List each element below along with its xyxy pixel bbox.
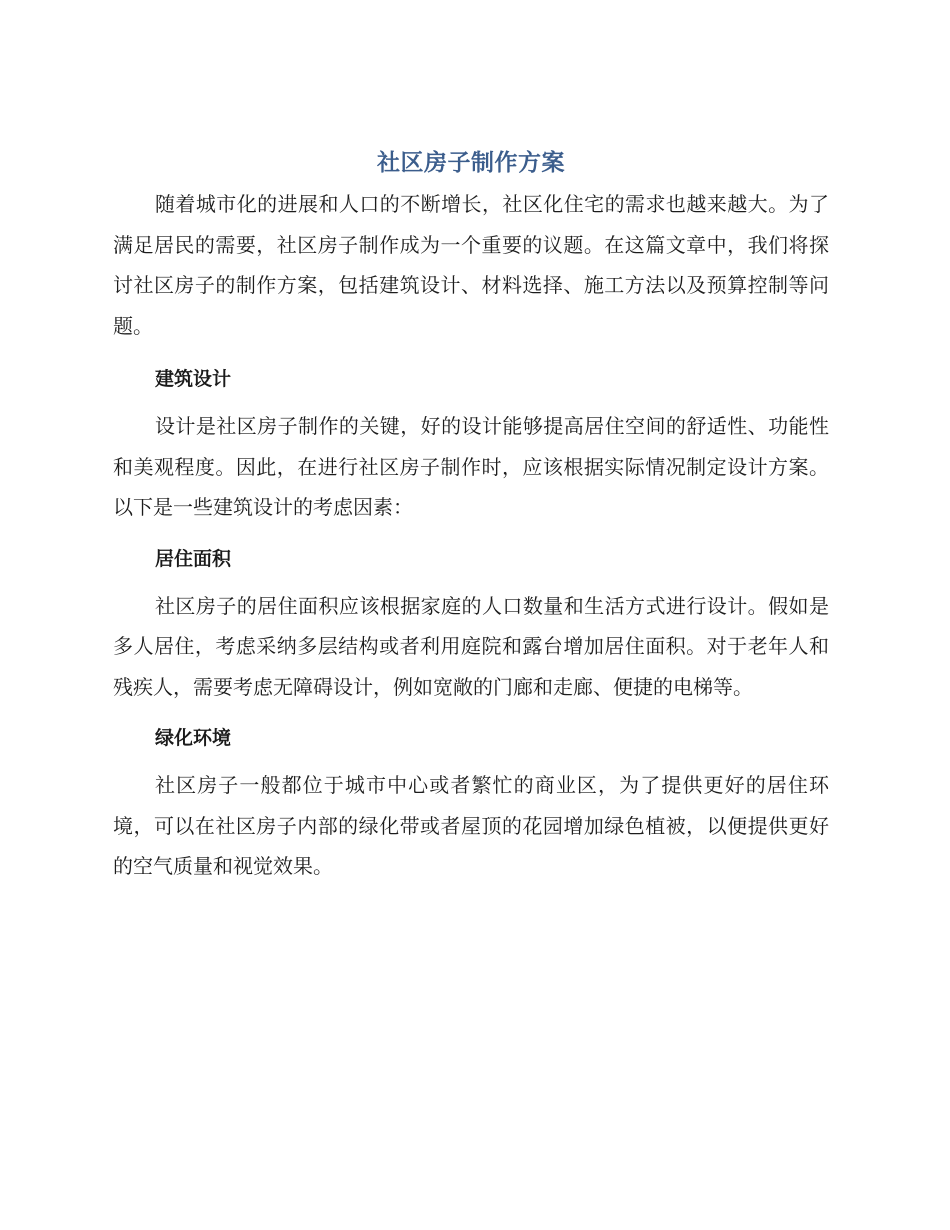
section-body-greenery: 社区房子一般都位于城市中心或者繁忙的商业区，为了提供更好的居住环境，可以在社区房子内部的绿化带或者屋顶的花园增加绿色植被，以便提供更好的空气质量和视觉效果。 (113, 773, 829, 878)
section-heading-living-area: 居住面积 (155, 547, 232, 570)
section-heading-greenery: 绿化环境 (155, 727, 232, 749)
intro-paragraph: 随着城市化的进展和人口的不断增长，社区化住宅的需求也越来越大。为了满足居民的需要，社区房子制作成为一个重要的议题。在这篇文章中，我们将探讨社区房子的制作方案，包括建筑设计、材料选择、施工方法以及预算控制等问题。 (113, 192, 829, 338)
document-page (113, 0, 829, 887)
document-title: 社区房子制作方案 (377, 150, 565, 176)
section-body-architecture: 设计是社区房子制作的关键，好的设计能够提高居住空间的舒适性、功能性和美观程度。因此，在进行社区房子制作时，应该根据实际情况制定设计方案。以下是一些建筑设计的考虑因素： (113, 414, 829, 519)
section-heading-architecture: 建筑设计 (155, 368, 232, 390)
section-body-living-area: 社区房子的居住面积应该根据家庭的人口数量和生活方式进行设计。假如是多人居住，考虑采纳多层结构或者利用庭院和露台增加居住面积。对于老年人和残疾人，需要考虑无障碍设计，例如宽敞的门廊和走廊、便捷的电梯等。 (113, 593, 829, 699)
